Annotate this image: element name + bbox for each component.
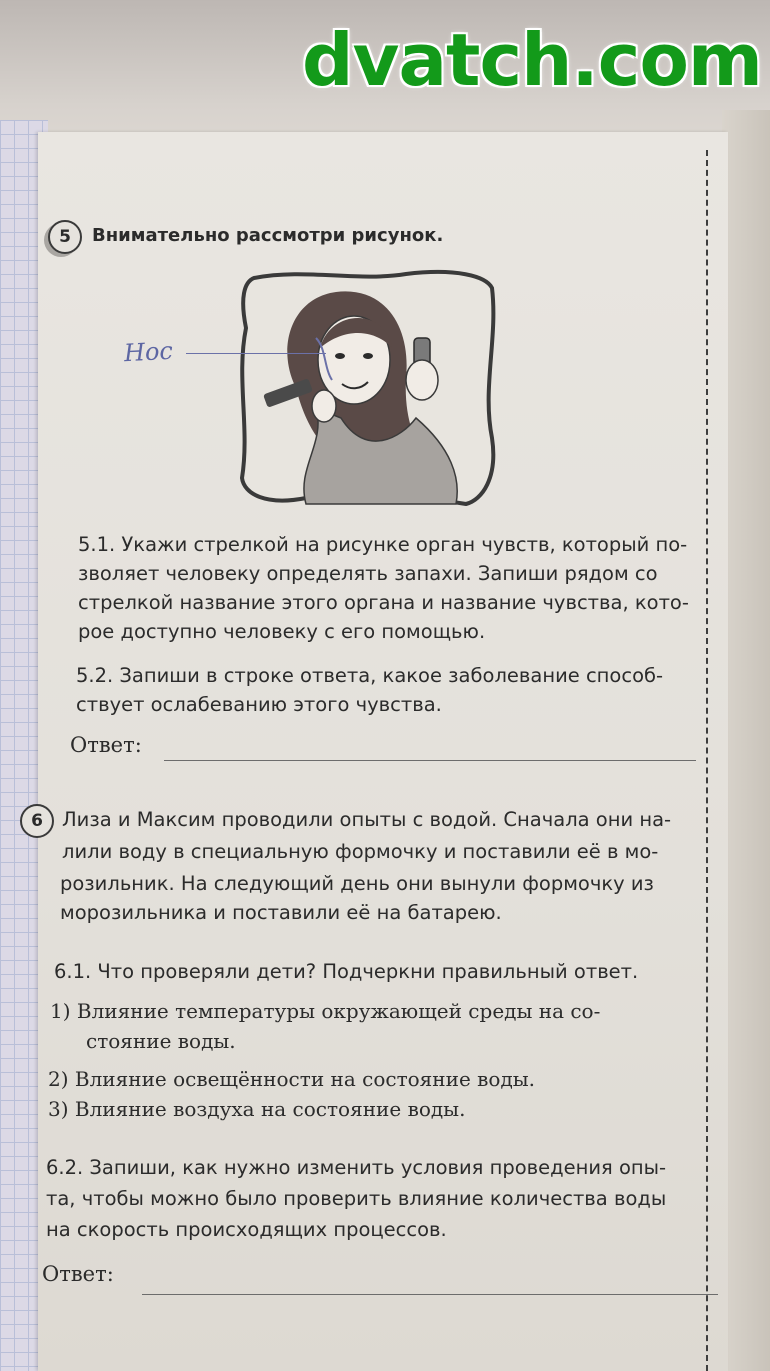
task-5-2-line-2: ствует ослабеванию этого чувства.: [76, 693, 442, 716]
watermark: dvatch.com: [302, 18, 762, 102]
cut-line: [706, 150, 708, 1371]
task-5-number: 5: [48, 220, 82, 254]
task-5-1-line-1: 5.1. Укажи стрелкой на рисунке орган чувств, который по-: [78, 533, 688, 556]
task-5-1-line-2: зволяет человеку определять запахи. Запиши рядом со: [78, 562, 658, 585]
task-6-number: 6: [20, 804, 54, 838]
task-6-2-line-3: на скорость происходящих процессов.: [46, 1218, 447, 1241]
task-6-option-2[interactable]: 2) Влияние освещённости на состояние воды.: [48, 1067, 536, 1091]
task-6-intro-line-3: розильник. На следующий день они вынули формочку из: [60, 872, 654, 895]
task-6-2-line-1: 6.2. Запиши, как нужно изменить условия проведения опы-: [46, 1156, 667, 1179]
task-6-option-1-line-1[interactable]: 1) Влияние температуры окружающей среды на со-: [50, 999, 601, 1023]
woman-perfume-illustration: [236, 268, 498, 506]
task-6-intro-line-2: лили воду в специальную формочку и поставили её в мо-: [62, 840, 659, 863]
task-5-title: Внимательно рассмотри рисунок.: [92, 225, 444, 246]
annotation-arrow: [186, 353, 326, 354]
task-6-intro-line-1: Лиза и Максим проводили опыты с водой. Сначала они на-: [62, 808, 672, 831]
task-6-option-3[interactable]: 3) Влияние воздуха на состояние воды.: [48, 1097, 466, 1121]
task-5-answer-label: Ответ:: [70, 733, 142, 757]
next-page-edge: [722, 110, 770, 1371]
task-5-answer-line[interactable]: [164, 760, 696, 761]
task-6-2-line-2: та, чтобы можно было проверить влияние количества воды: [46, 1187, 667, 1210]
task-5-2-line-1: 5.2. Запиши в строке ответа, какое заболевание способ-: [76, 664, 664, 687]
task-6-option-1-line-2[interactable]: стояние воды.: [86, 1029, 236, 1053]
task-5-1-line-3: стрелкой название этого органа и название чувства, кото-: [78, 591, 689, 614]
handwritten-annotation: Нос: [123, 336, 174, 368]
task-6-intro-line-4: морозильника и поставили её на батарею.: [60, 901, 502, 924]
task-6-answer-label: Ответ:: [42, 1262, 114, 1286]
task-6-1-question: 6.1. Что проверяли дети? Подчеркни правильный ответ.: [54, 960, 639, 983]
task-6-answer-line[interactable]: [142, 1294, 718, 1295]
task-5-1-line-4: рое доступно человеку с его помощью.: [78, 620, 486, 643]
